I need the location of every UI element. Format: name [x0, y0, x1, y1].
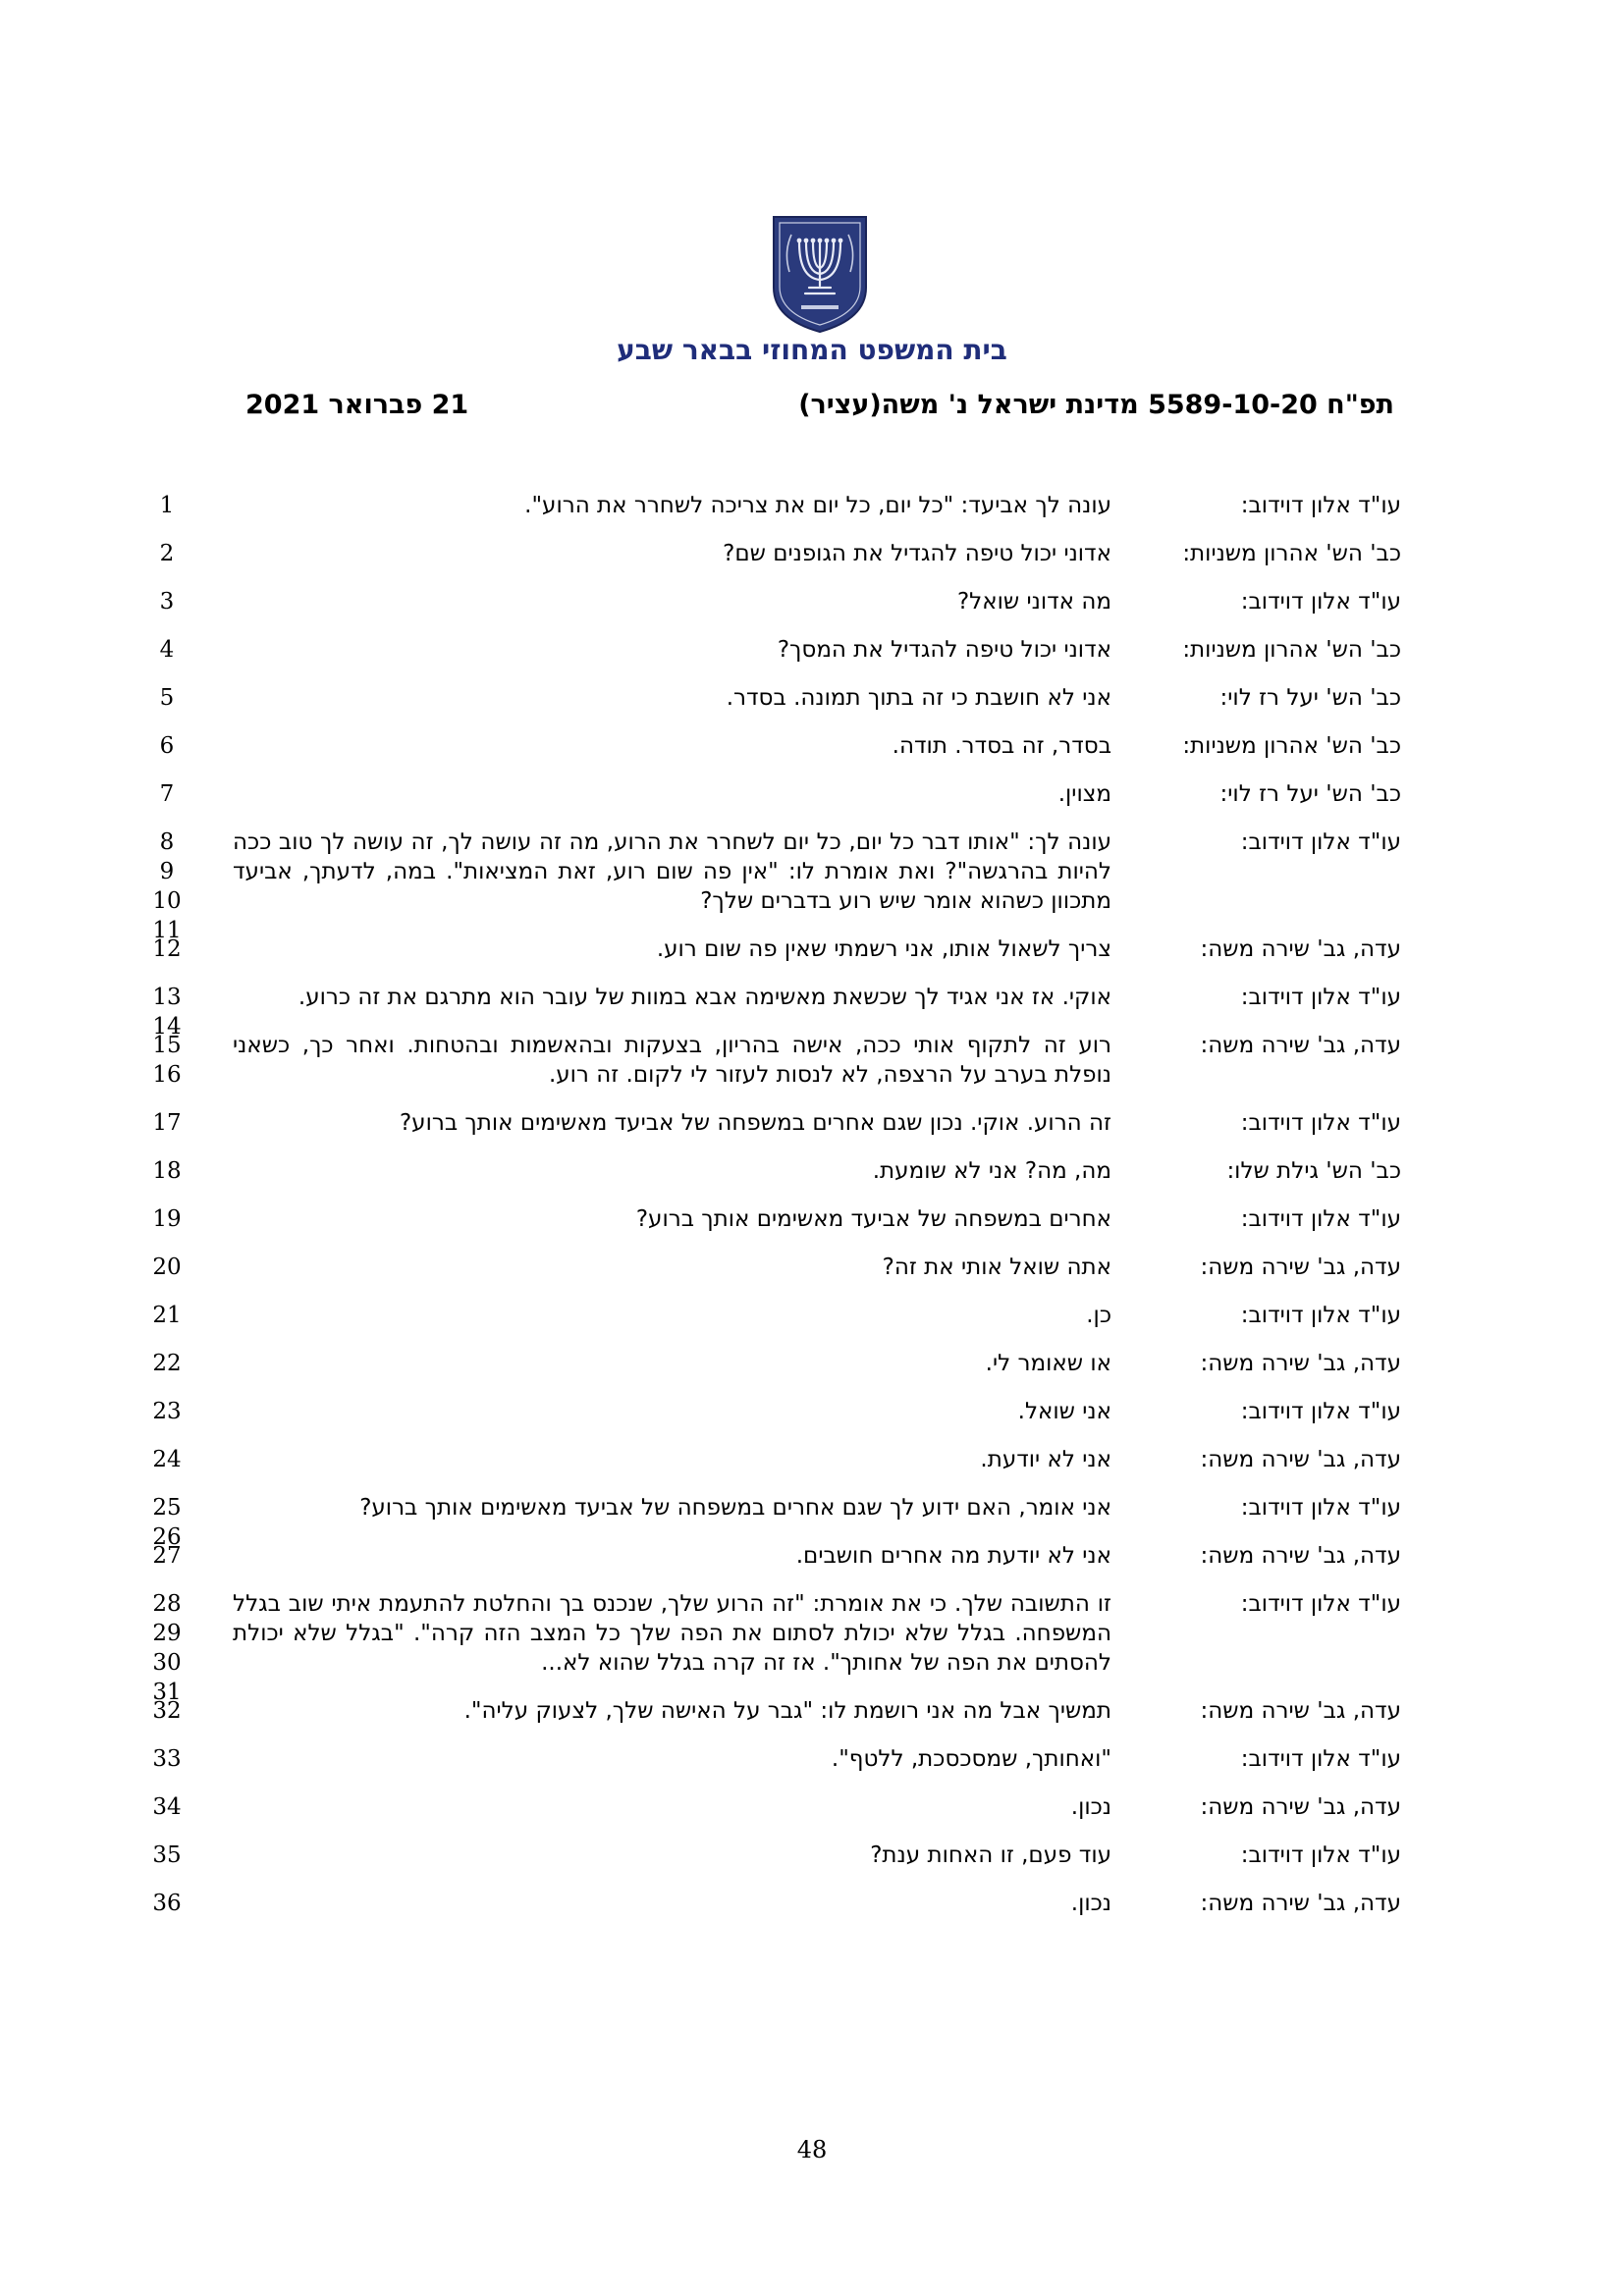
speaker-label: עו"ד אלון דוידוב:	[1240, 1591, 1401, 1617]
line-numbers	[147, 1349, 187, 1378]
line-number: 29	[152, 1621, 182, 1646]
transcript-row	[0, 491, 1624, 520]
speaker-label: עו"ד אלון דוידוב:	[1240, 1495, 1401, 1521]
line-number: 25	[152, 1495, 182, 1521]
menorah-emblem-icon	[770, 213, 870, 335]
speech-text: אתה שואל אותי את זה?	[882, 1255, 1111, 1280]
line-number: 11	[152, 918, 182, 943]
speaker-label: עדה, גב' שירה משה:	[1200, 936, 1401, 962]
line-numbers	[147, 1744, 187, 1774]
transcript-row	[0, 731, 1624, 761]
line-number: 8	[159, 829, 175, 855]
transcript-row	[0, 1108, 1624, 1138]
speech-text: צריך לשאול אותו, אני רשמתי שאין פה שום רוע.	[656, 936, 1111, 962]
speaker-label: עו"ד אלון דוידוב:	[1240, 1746, 1401, 1772]
speaker-label: עו"ד אלון דוידוב:	[1240, 1303, 1401, 1328]
transcript-row	[0, 779, 1624, 809]
line-number: 18	[152, 1158, 182, 1184]
transcript-row	[0, 1792, 1624, 1822]
line-numbers	[147, 587, 187, 616]
line-numbers	[147, 731, 187, 761]
line-numbers	[147, 1889, 187, 1918]
line-number: 15	[152, 1033, 182, 1058]
line-number: 7	[159, 781, 175, 807]
speech-text: מה אדוני שואל?	[956, 589, 1111, 614]
speech-text: אדוני יכול טיפה להגדיל את הגופנים שם?	[723, 541, 1111, 566]
line-numbers	[147, 1445, 187, 1474]
line-number: 34	[152, 1794, 182, 1820]
speech-text: נכון.	[1070, 1891, 1111, 1916]
speaker-label: כב' הש' אהרון משניות:	[1182, 637, 1401, 663]
transcript-row	[0, 539, 1624, 568]
speaker-label: עו"ד אלון דוידוב:	[1240, 493, 1401, 518]
line-number: 28	[152, 1591, 182, 1617]
line-number: 9	[159, 859, 175, 884]
line-number: 10	[152, 888, 182, 914]
speaker-label: עו"ד אלון דוידוב:	[1240, 1842, 1401, 1868]
line-numbers	[147, 1156, 187, 1186]
transcript-row	[0, 934, 1624, 964]
speech-text: "ואחותך, שמסכסכת, ללטף".	[831, 1746, 1111, 1772]
transcript-row	[0, 1696, 1624, 1726]
transcript-row	[0, 1204, 1624, 1234]
speech-text: עונה לך: "אותו דבר כל יום, כל יום לשחרר את הרוע, מה זה עושה לך, זה עושה לך טוב ככה להיות בהרגשה"? ואת אומרת לו: "אין פה שום רוע, זאת המציאות". במה, לדעתך, אביעד מתכוון כשהוא אומר שיש רוע בדברים שלך?	[233, 829, 1111, 914]
line-number: 27	[152, 1543, 182, 1569]
speech-text: אני אומר, האם ידוע לך שגם אחרים במשפחה של אביעד מאשימים אותך ברוע?	[359, 1495, 1111, 1521]
line-number: 33	[152, 1746, 182, 1772]
line-numbers	[147, 635, 187, 665]
speaker-label: עדה, גב' שירה משה:	[1200, 1543, 1401, 1569]
speaker-label: עו"ד אלון דוידוב:	[1240, 1399, 1401, 1424]
line-number: 21	[152, 1303, 182, 1328]
line-number: 32	[152, 1698, 182, 1724]
line-numbers	[147, 828, 187, 945]
speech-text: זה הרוע. אוקי. נכון שגם אחרים במשפחה של אביעד מאשימים אותך ברוע?	[399, 1110, 1111, 1136]
speech-text: אוקי. אז אני אגיד לך שכשאת מאשימה אבא במוות של עובר הוא מתרגם את זה כרוע.	[298, 985, 1111, 1010]
speech-text: זו התשובה שלך. כי את אומרת: "זה הרוע שלך, שנכנס בך והחלטת להתעמת איתי שוב בגלל המשפחה. בגלל שלא יכולת לסתום את הפה שלך כל המצב הזה קרה". "בגלל שלא יכולת להסתים את הפה של אחותך". אז זה קרה בגלל שהוא לא...	[233, 1591, 1111, 1676]
line-numbers	[147, 1397, 187, 1426]
speaker-label: עו"ד אלון דוידוב:	[1240, 985, 1401, 1010]
speaker-label: כב' הש' אהרון משניות:	[1182, 541, 1401, 566]
speech-text: אני לא חושבת כי זה בתוך תמונה. בסדר.	[726, 685, 1111, 711]
line-number: 4	[159, 637, 175, 663]
line-number: 6	[159, 733, 175, 759]
line-number: 20	[152, 1255, 182, 1280]
speech-text: אדוני יכול טיפה להגדיל את המסך?	[777, 637, 1111, 663]
transcript-row	[0, 1253, 1624, 1282]
line-numbers	[147, 934, 187, 964]
speech-text: בסדר, זה בסדר. תודה.	[892, 733, 1111, 759]
speaker-label: כב' הש' יעל רז לוי:	[1219, 781, 1401, 807]
line-number: 12	[152, 936, 182, 962]
transcript-row	[0, 1493, 1624, 1550]
transcript-row	[0, 1031, 1624, 1090]
speech-text: אני לא יודעת.	[980, 1447, 1111, 1472]
line-number: 14	[152, 1014, 182, 1040]
transcript-row	[0, 587, 1624, 616]
speaker-label: כב' הש' גילת שלו:	[1226, 1158, 1401, 1184]
line-numbers	[147, 1031, 187, 1090]
line-numbers	[147, 1108, 187, 1138]
line-number: 36	[152, 1891, 182, 1916]
speech-text: אחרים במשפחה של אביעד מאשימים אותך ברוע?	[635, 1206, 1111, 1232]
transcript	[0, 491, 1624, 1937]
line-number: 24	[152, 1447, 182, 1472]
line-numbers	[147, 779, 187, 809]
transcript-row	[0, 983, 1624, 1040]
line-number: 35	[152, 1842, 182, 1868]
court-name: בית המשפט המחוזי בבאר שבע	[617, 334, 1007, 366]
transcript-row	[0, 635, 1624, 665]
case-title: תפ"ח 5589-10-20 מדינת ישראל נ' משה(עציר)	[798, 390, 1394, 420]
speaker-label: עדה, גב' שירה משה:	[1200, 1891, 1401, 1916]
transcript-row	[0, 828, 1624, 943]
line-number: 5	[159, 685, 175, 711]
line-numbers	[147, 1696, 187, 1726]
line-numbers	[147, 1589, 187, 1707]
line-numbers	[147, 1841, 187, 1870]
transcript-row	[0, 1889, 1624, 1918]
speaker-label: עו"ד אלון דוידוב:	[1240, 589, 1401, 614]
transcript-row	[0, 1301, 1624, 1330]
transcript-row	[0, 1349, 1624, 1378]
speaker-label: עדה, גב' שירה משה:	[1200, 1255, 1401, 1280]
speech-text: אני שואל.	[1017, 1399, 1111, 1424]
line-number: 26	[152, 1524, 182, 1550]
line-number: 2	[159, 541, 175, 566]
line-number: 23	[152, 1399, 182, 1424]
speaker-label: כב' הש' יעל רז לוי:	[1219, 685, 1401, 711]
speech-text: אני לא יודעת מה אחרים חושבים.	[795, 1543, 1111, 1569]
speaker-label: עו"ד אלון דוידוב:	[1240, 1206, 1401, 1232]
speaker-label: עו"ד אלון דוידוב:	[1240, 829, 1401, 855]
line-number: 22	[152, 1351, 182, 1376]
speaker-label: עדה, גב' שירה משה:	[1200, 1447, 1401, 1472]
line-numbers	[147, 1204, 187, 1234]
speech-text: כן.	[1086, 1303, 1111, 1328]
line-number: 31	[152, 1680, 182, 1705]
transcript-row	[0, 1841, 1624, 1870]
speech-text: מה, מה? אני לא שומעת.	[872, 1158, 1111, 1184]
speech-text: עונה לך אביעד: "כל יום, כל יום את צריכה לשחרר את הרוע".	[524, 493, 1111, 518]
line-numbers	[147, 1541, 187, 1571]
line-number: 16	[152, 1062, 182, 1088]
speech-text: או שאומר לי.	[985, 1351, 1111, 1376]
line-number: 17	[152, 1110, 182, 1136]
line-numbers	[147, 683, 187, 713]
line-numbers	[147, 491, 187, 520]
speaker-label: עדה, גב' שירה משה:	[1200, 1033, 1401, 1058]
line-number: 30	[152, 1650, 182, 1676]
speech-text: מצוין.	[1057, 781, 1111, 807]
speech-text: תמשיך אבל מה אני רושמת לו: "גבר על האישה שלך, לצעוק עליה".	[463, 1698, 1111, 1724]
speaker-label: כב' הש' אהרון משניות:	[1182, 733, 1401, 759]
transcript-row	[0, 1397, 1624, 1426]
hearing-date: 21 פברואר 2021	[245, 390, 469, 420]
line-numbers	[147, 1792, 187, 1822]
speaker-label: עדה, גב' שירה משה:	[1200, 1794, 1401, 1820]
transcript-row	[0, 1744, 1624, 1774]
transcript-row	[0, 1541, 1624, 1571]
line-numbers	[147, 1301, 187, 1330]
transcript-row	[0, 1156, 1624, 1186]
line-number: 19	[152, 1206, 182, 1232]
transcript-row	[0, 1589, 1624, 1705]
line-numbers	[147, 1253, 187, 1282]
line-number: 1	[159, 493, 175, 518]
speaker-label: עדה, גב' שירה משה:	[1200, 1351, 1401, 1376]
page-number: 48	[796, 2136, 828, 2163]
speaker-label: עדה, גב' שירה משה:	[1200, 1698, 1401, 1724]
speech-text: עוד פעם, זו האחות ענת?	[870, 1842, 1111, 1868]
speaker-label: עו"ד אלון דוידוב:	[1240, 1110, 1401, 1136]
line-numbers	[147, 539, 187, 568]
line-number: 13	[152, 985, 182, 1010]
transcript-row	[0, 683, 1624, 713]
transcript-row	[0, 1445, 1624, 1474]
speech-text: נכון.	[1070, 1794, 1111, 1820]
line-number: 3	[159, 589, 175, 614]
speech-text: רוע זה לתקוף אותי ככה, אישה בהריון, בצעקות ובהאשמות ובהטחות. ואחר כך, כשאני נופלת בערב על הרצפה, לא לנסות לעזור לי לקום. זה רוע.	[233, 1033, 1111, 1088]
